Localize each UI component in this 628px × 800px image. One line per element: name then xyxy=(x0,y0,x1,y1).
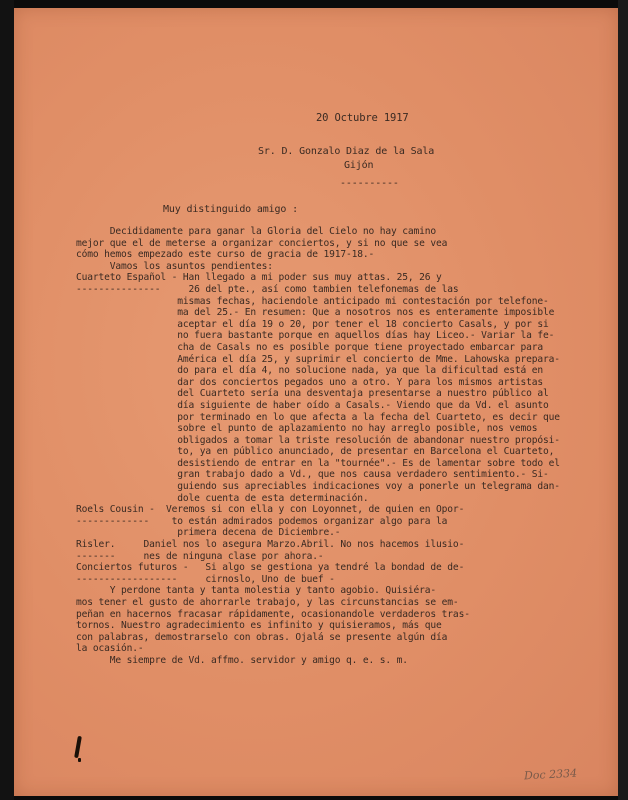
letter-line: ------------------ cirnoslo, Uno de buef - xyxy=(76,573,335,585)
letter-line: mos tener el gusto de ahorrarle trabajo, y las circunstancias se em- xyxy=(76,597,459,608)
letter-line: --------------- 26 del pte., así como tambien telefonemas de las xyxy=(76,283,459,295)
letter-line: obligados a tomar la triste resolución de abandonar nuestro propósi- xyxy=(76,434,560,446)
letter-line: ------------- to están admirados podemos organizar algo para la xyxy=(76,515,448,527)
letter-line: dole cuenta de esta determinación. xyxy=(76,492,369,504)
letter-line: desistiendo de entrar en la "tournée".- Es de lamentar sobre todo el xyxy=(76,457,560,469)
ink-dot xyxy=(78,758,81,762)
letter-line: día siguiente de haber oído a Casals.- Viendo que da Vd. el asunto xyxy=(76,399,549,411)
letter-line: Decididamente para ganar la Gloria del Cielo no hay camino xyxy=(76,226,437,237)
letter-line: cómo hemos empezado este curso de gracia de 1917-18.- xyxy=(76,249,375,261)
letter-line: con palabras, demostrarselo con obras. Ojalá se presente algún día xyxy=(76,631,448,643)
addressee-underline: ---------- xyxy=(340,178,399,189)
letter-line: no fuera bastante porque en aquellos días hay Liceo.- Variar la fe- xyxy=(76,330,555,342)
letter-line: Risler. Daniel nos lo asegura Marzo.Abril. No nos hacemos ilusio- xyxy=(76,539,465,551)
letter-line: Vamos los asuntos pendientes: xyxy=(76,260,273,272)
letter-body xyxy=(76,226,560,667)
letter-line: del Cuarteto sería una desventaja presentarse a nuestro público al xyxy=(76,388,549,400)
letter-line: do para el día 4, no solucione nada, ya que la dificultad está en xyxy=(76,365,543,377)
letter-line: peñan en hacernos fracasar rápidamente, ocasionandole verdaderos tras- xyxy=(76,608,470,620)
letter-line: mismas fechas, haciendole anticipado mi contestación por telefone- xyxy=(76,295,549,307)
letter-salutation: Muy distinguido amigo : xyxy=(163,204,299,215)
letter-addressee: Sr. D. Gonzalo Diaz de la Sala xyxy=(258,146,435,157)
letter-line: mejor que el de meterse a organizar conciertos, y si no que se vea xyxy=(76,237,448,249)
scan-left-edge xyxy=(0,0,14,800)
letter-line: América el día 25, y suprimir el concierto de Mme. Lahowska prepara- xyxy=(76,353,560,365)
letter-line: Me siempre de Vd. affmo. servidor y amigo q. e. s. m. xyxy=(76,654,408,666)
archive-note: Doc 2334 xyxy=(523,766,578,783)
letter-line: gran trabajo dado a Vd., que nos causa verdadero sentimiento.- Si- xyxy=(76,469,549,481)
letter-line: la ocasión.- xyxy=(76,643,144,655)
letter-line: ------- nes de ninguna clase por ahora.- xyxy=(76,550,324,562)
letter-city: Gijón xyxy=(344,160,374,171)
letter-line: aceptar el día 19 o 20, por tener el 18 concierto Casals, y por si xyxy=(76,318,549,330)
letter-date: 20 Octubre 1917 xyxy=(316,112,409,124)
letter-line: Roels Cousin - Veremos si con ella y con Loyonnet, de quien en Opor- xyxy=(76,504,465,516)
letter-line: Conciertos futuros - Si algo se gestiona ya tendré la bondad de de- xyxy=(76,562,465,574)
letter-line: primera decena de Diciembre.- xyxy=(76,527,341,539)
letter-line: dar dos conciertos pegados uno a otro. Y para los mismos artistas xyxy=(76,376,543,388)
letter-line: tornos. Nuestro agradecimiento es infinito y quisieramos, más que xyxy=(76,620,442,632)
letter-line: guiendo sus apreciables indicaciones voy a ponerle un telegrama dan- xyxy=(76,481,560,493)
letter-line: cha de Casals no es posible porque tiene proyectado embarcar para xyxy=(76,341,543,353)
letter-line: por terminado en lo que afecta a la fecha del Cuarteto, es decir que xyxy=(76,411,560,423)
letter-line: sobre el punto de aplazamiento no hay arreglo posible, nos vemos xyxy=(76,423,538,435)
scan-right-edge xyxy=(618,0,628,800)
letter-line: Y perdone tanta y tanta molestia y tanto agobio. Quisiéra- xyxy=(76,585,437,597)
letter-line: Cuarteto Español - Han llegado a mi poder sus muy attas. 25, 26 y xyxy=(76,272,442,284)
letter-line: ma del 25.- En resumen: Que a nosotros nos es enteramente imposible xyxy=(76,307,555,319)
letter-line: to, ya en público anunciado, de presentar en Barcelona el Cuarteto, xyxy=(76,446,555,458)
